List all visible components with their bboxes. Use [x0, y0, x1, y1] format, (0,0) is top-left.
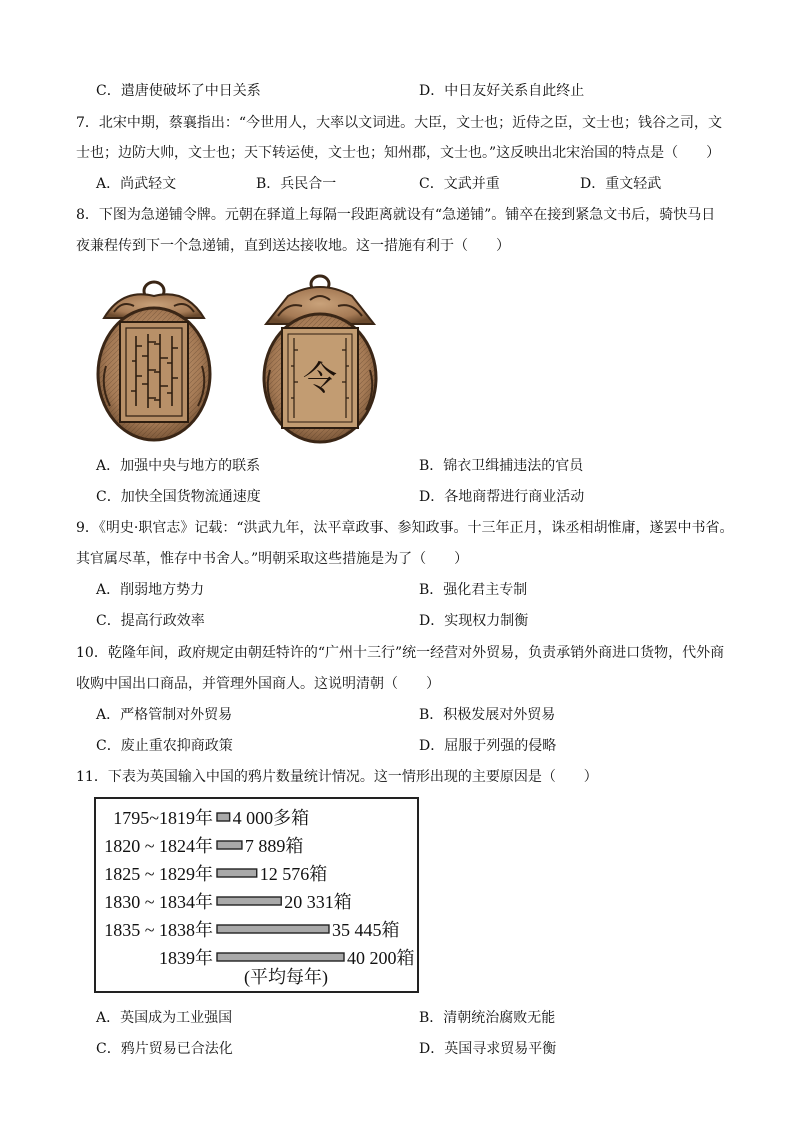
chart-value-label: 20 331箱 [284, 892, 352, 912]
chart-row-label: 1830 ~ 1834年 [104, 892, 213, 912]
chart-bar [217, 897, 281, 905]
chart-bar [217, 813, 230, 821]
chart-value-label: 40 200箱 [347, 948, 415, 968]
q7-stem-line2: 士也；边防大帅，文士也；天下转运使，文士也；知州郡，文士也。”这反映出北宋治国的特点是（ ） [76, 145, 721, 161]
q7-option-d: D．重文轻武 [580, 176, 662, 192]
token-character: 令 [303, 359, 337, 399]
q9-option-b: B．强化君主专制 [419, 582, 528, 598]
q11-stem-line1: 11．下表为英国输入中国的鸦片数量统计情况。这一情形出现的主要原因是（ ） [76, 769, 598, 785]
q11-option-a: A．英国成为工业强国 [96, 1010, 233, 1026]
tokens-illustration [92, 266, 402, 446]
q8-option-a: A．加强中央与地方的联系 [96, 458, 261, 474]
q8-stem-line2: 夜兼程传到下一个急递铺，直到送达接收地。这一措施有利于（ ） [76, 238, 510, 254]
q7-stem-line1: 7．北宋中期，蔡襄指出：“今世用人，大率以文词进。大臣，文士也；近侍之臣，文士也；钱谷之司，文 [76, 115, 723, 131]
q10-option-b: B．积极发展对外贸易 [419, 707, 556, 723]
chart-bar [217, 841, 242, 849]
chart-note: (平均每年) [244, 967, 328, 987]
q9-option-d: D．实现权力制衡 [419, 613, 529, 629]
chart-row-label: 1795~1819年 [113, 808, 213, 828]
chart-row-label: 1825 ~ 1829年 [104, 864, 213, 884]
chart-bar [217, 869, 257, 877]
chart-row-label: 1839年 [159, 948, 213, 968]
q9-option-c: C．提高行政效率 [96, 613, 205, 629]
chart-bar [217, 925, 329, 933]
chart-row-label: 1820 ~ 1824年 [104, 836, 213, 856]
q10-option-d: D．屈服于列强的侵略 [419, 738, 557, 754]
q6-option-d: D．中日友好关系自此终止 [419, 83, 585, 99]
q11-option-c: C．鸦片贸易已合法化 [96, 1041, 233, 1057]
q8-stem-line1: 8．下图为急递铺令牌。元朝在驿道上每隔一段距离就设有“急递铺”。铺卒在接到紧急文书后，骑快马日 [76, 207, 716, 223]
chart-value-label: 35 445箱 [331, 920, 400, 940]
q11-option-d: D．英国寻求贸易平衡 [419, 1041, 557, 1057]
left-token [98, 282, 210, 440]
q10-option-c: C．废止重农抑商政策 [96, 738, 233, 754]
opium-chart-svg [96, 799, 417, 991]
q7-option-c: C．文武并重 [419, 176, 500, 192]
chart-value-label: 4 000多箱 [232, 808, 310, 828]
urgent-post-tokens-image [92, 266, 402, 446]
q9-stem-line2: 其官属尽革，惟存中书舍人。”明朝采取这些措施是为了（ ） [76, 551, 469, 567]
chart-bar [217, 953, 344, 961]
q8-option-d: D．各地商帮进行商业活动 [419, 489, 585, 505]
chart-value-label: 12 576箱 [259, 864, 328, 884]
q7-option-a: A．尚武轻文 [96, 176, 177, 192]
q8-option-c: C．加快全国货物流通速度 [96, 489, 261, 505]
q9-stem-line1: 9．《明史·职官志》记载：“洪武九年，汰平章政事、参知政事。十三年正月，诛丞相胡惟庸，遂罢中书省。 [76, 520, 734, 536]
chart-value-label: 7 889箱 [244, 836, 304, 856]
q10-stem-line2: 收购中国出口商品，并管理外国商人。这说明清朝（ ） [76, 676, 440, 692]
q6-option-c: C．遣唐使破坏了中日关系 [96, 83, 261, 99]
q9-option-a: A．削弱地方势力 [96, 582, 205, 598]
opium-imports-chart [94, 797, 419, 993]
q11-option-b: B．清朝统治腐败无能 [419, 1010, 556, 1026]
q7-option-b: B．兵民合一 [256, 176, 337, 192]
q10-stem-line1: 10．乾隆年间，政府规定由朝廷特许的“广州十三行”统一经营对外贸易，负责承销外商进口货物，代外商 [76, 645, 725, 661]
q8-option-b: B．锦衣卫缉捕违法的官员 [419, 458, 584, 474]
chart-row-label: 1835 ~ 1838年 [104, 920, 213, 940]
q10-option-a: A．严格管制对外贸易 [96, 707, 233, 723]
right-token [264, 276, 376, 442]
